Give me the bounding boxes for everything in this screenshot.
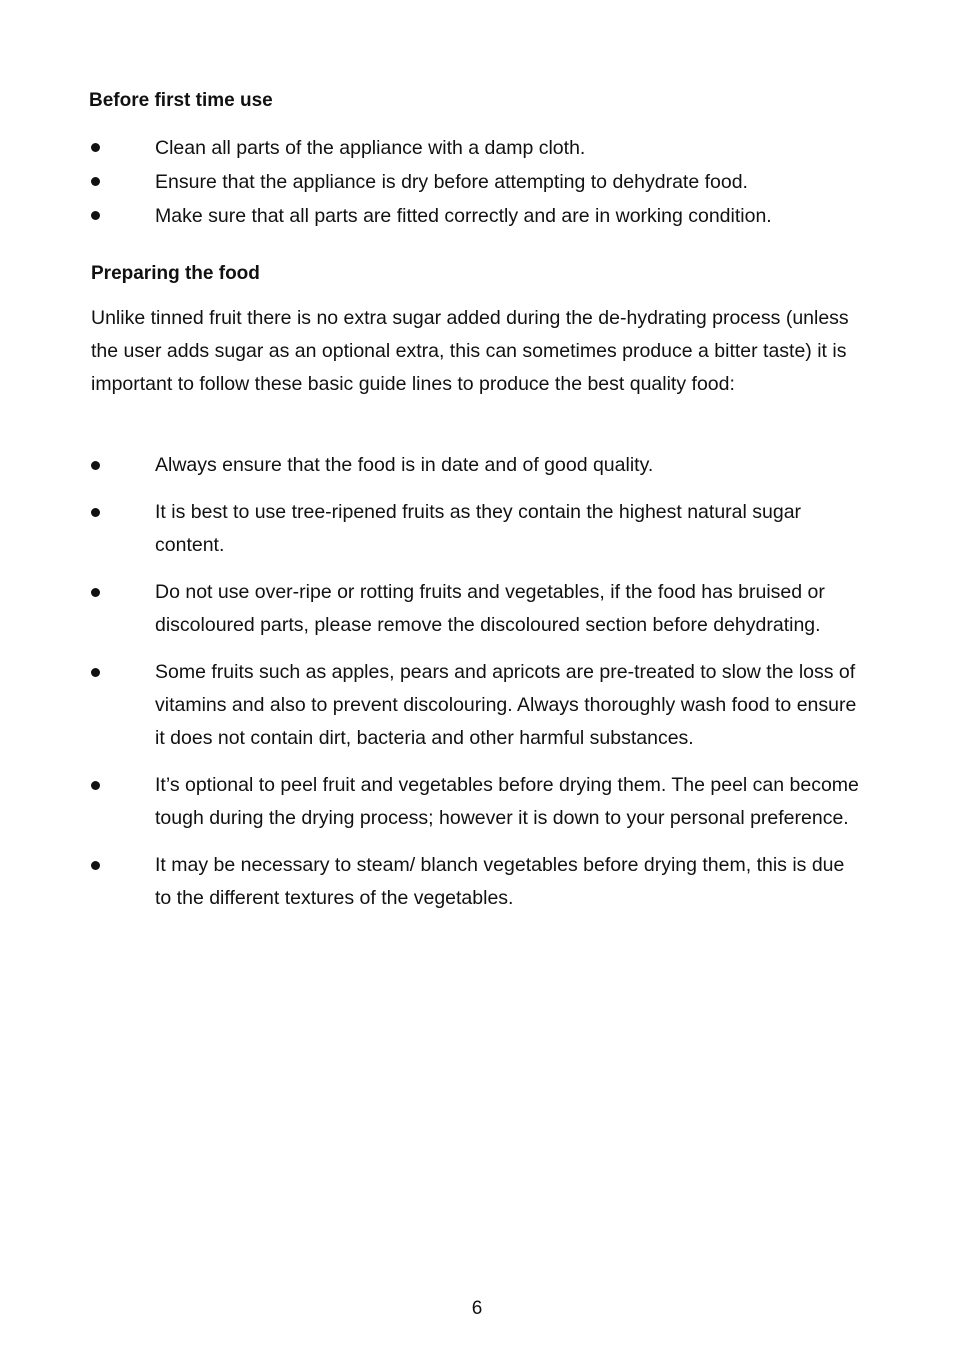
bullet-icon [91,668,100,677]
list-item-text: Clean all parts of the appliance with a damp cloth. [155,137,586,159]
bullet-icon [91,211,100,220]
list-item [0,849,861,915]
list-item-text: It is best to use tree-ripened fruits as they contain the highest natural sugar content. [155,501,802,556]
list-item [0,496,861,562]
list-item [0,199,861,233]
list-item-text: It may be necessary to steam/ blanch vegetables before drying them, this is due to the different textures of the vegetables. [155,854,845,909]
list-item [0,769,861,835]
bullet-icon [91,861,100,870]
page-number: 6 [471,1298,483,1319]
preparing-intro-paragraph: Unlike tinned fruit there is no extra sugar added during the de-hydrating process (unless the user adds sugar as an optional extra, this can sometimes produce a bitter taste) it is important to follow these basic guide lines to produce the best quality food: [91,307,849,395]
preparing-food-list [0,449,861,929]
list-item [0,656,861,755]
list-item [0,449,861,482]
list-item [0,165,861,199]
bullet-icon [91,588,100,597]
list-item-text: Always ensure that the food is in date and of good quality. [155,454,654,476]
list-item-text: Some fruits such as apples, pears and apricots are pre-treated to slow the loss of vitamins and also to prevent discolouring. Always thoroughly wash food to ensure it does not contain dirt, bacteria and other harmful substances. [155,661,857,749]
bullet-icon [91,143,100,152]
bullet-icon [91,508,100,517]
list-item-text: It’s optional to peel fruit and vegetables before drying them. The peel can become tough during the drying process; however it is down to your personal preference. [155,774,859,829]
list-item [0,576,861,642]
section-heading-before-first-use: Before first time use [89,90,273,111]
section-heading-preparing-food: Preparing the food [91,263,260,284]
list-item-text: Ensure that the appliance is dry before attempting to dehydrate food. [155,171,748,193]
before-first-use-list [0,131,861,233]
list-item-text: Make sure that all parts are fitted correctly and are in working condition. [155,205,772,227]
bullet-icon [91,781,100,790]
bullet-icon [91,177,100,186]
list-item-text: Do not use over-ripe or rotting fruits and vegetables, if the food has bruised or discoloured parts, please remove the discoloured section before dehydrating. [155,581,825,636]
list-item [0,131,861,165]
bullet-icon [91,461,100,470]
